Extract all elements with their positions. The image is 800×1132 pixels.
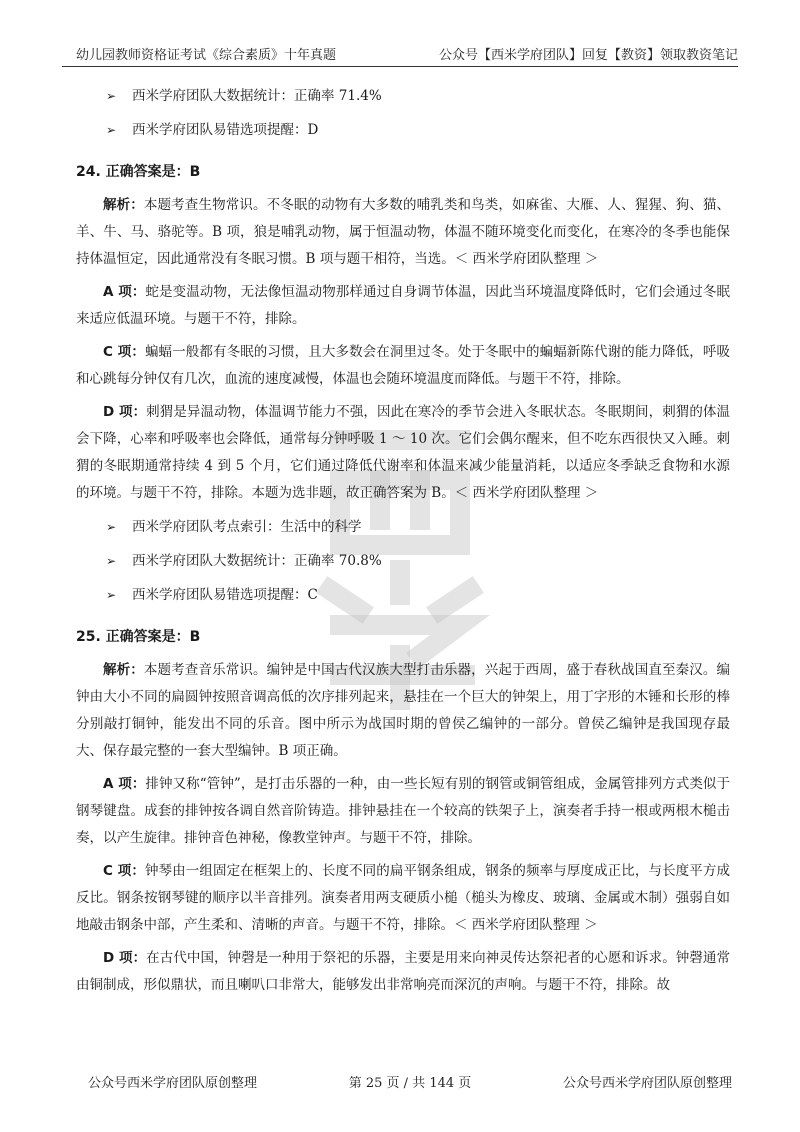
page-content [76,82,730,1005]
q25-option-d: D 项：在古代中国，钟磬是一种用于祭祀的乐器，主要是用来向神灵传达祭祀者的心愿和诉求。钟磬通常由铜制成，形似鼎状，而且喇叭口非常大，能够发出非常响亮而深沉的声响。与题干不符，排除。故 [76,950,731,993]
question-25-heading: 25. 正确答案是：B [76,629,201,645]
q25-option-a: A 项：排钟又称“管钟”，是打击乐器的一种，由一些长短有别的钢管或铜管组成，金属管排列方式类似于钢琴键盘。成套的排钟按各调自然音阶铸造。排钟悬挂在一个较高的铁架子上，演奏者手持一根或两根木槌击奏，以产生旋律。排钟音色神秘，像教堂钟声。与题干不符，排除。 [76,776,730,846]
list-item: ➢ 西米学府团队大数据统计：正确率 70.8% [76,547,730,575]
q24-option-a: A 项：蛇是变温动物，无法像恒温动物那样通过自身调节体温，因此当环境温度降低时，它们会通过冬眠来适应低温环境。与题干不符，排除。 [76,284,730,327]
q24-option-c: C 项：蝙蝠一般都有冬眠的习惯，且大多数会在洞里过冬。处于冬眠中的蝙蝠新陈代谢的能力降低，呼吸和心跳每分钟仅有几次，血流的速度减慢，体温也会随环境温度而降低。与题干不符，排除。 [76,344,731,387]
list-item: ➢ 西米学府团队大数据统计：正确率 71.4% [76,82,730,110]
arrow-icon: ➢ [106,554,117,568]
list-item: ➢ 西米学府团队易错选项提醒：D [76,116,730,144]
arrow-icon: ➢ [106,89,117,103]
q25-option-c: C 项：钟琴由一组固定在框架上的、长度不同的扁平钢条组成，钢条的频率与厚度成正比，与长度平方成反比。钢条按钢琴键的顺序以半音排列。演奏者用两支硬质小槌（槌头为橡皮、玻璃、金属或木制）强弱自如地敲击钢条中部，产生柔和、清晰的声音。与题干不符，排除。＜ 西米学府团队整理 ＞ [76,863,731,933]
list-item: ➢ 西米学府团队考点索引：生活中的科学 [76,513,730,541]
q24-option-d: D 项：刺猬是异温动物，体温调节能力不强，因此在寒冷的季节会进入冬眠状态。冬眠期间，刺猬的体温会下降，心率和呼吸率也会降低，通常每分钟呼吸 1 ～ 10 次。它们会偶尔醒来，但不吃东西很快又入睡。刺猬的冬眠期通常持续 4 到 5 个月，它们通过降低代谢率和体温来减少能量消耗，以适应冬季缺乏食物和水源的环境。与题干不符，排除。本题为选非题，故正确答案为 B。＜ 西米学府团队整理 ＞ [76,404,731,501]
footer-credit-left: 公众号西米学府团队原创整理 [88,1076,258,1091]
page-number: 第 25 页 / 共 144 页 [348,1076,472,1091]
q25-analysis: 解析：本题考查音乐常识。编钟是中国古代汉族大型打击乐器，兴起于西周，盛于春秋战国直至秦汉。编钟由大小不同的扁圆钟按照音调高低的次序排列起来，悬挂在一个巨大的钟架上，用丁字形的木锤和长形的棒分别敲打铜钟，能发出不同的乐音。图中所示为战国时期的曾侯乙编钟的一部分。曾侯乙编钟是我国现存最大、保存最完整的一套大型编钟。B 项正确。 [76,662,731,759]
page-header [62,40,738,67]
question-24-heading: 24. 正确答案是：B [76,164,201,180]
page-footer [62,1072,738,1096]
arrow-icon: ➢ [106,520,117,534]
q24-analysis: 解析：本题考查生物常识。不冬眠的动物有大多数的哺乳类和鸟类，如麻雀、大雁、人、猩猩、狗、猫、羊、牛、马、骆驼等。B 项，狼是哺乳动物，属于恒温动物，体温不随环境变化而变化，在寒冷的冬季也能保持体温恒定，因此通常没有冬眠习惯。B 项与题干相符，当选。＜ 西米学府团队整理 ＞ [76,197,731,267]
header-book-title: 幼儿园教师资格证考试《综合素质》十年真题 [76,48,337,63]
header-promo: 公众号【西米学府团队】回复【教资】领取教资笔记 [438,48,738,63]
footer-credit-right: 公众号西米学府团队原创整理 [562,1076,732,1091]
arrow-icon: ➢ [106,123,117,137]
arrow-icon: ➢ [106,588,117,602]
list-item: ➢ 西米学府团队易错选项提醒：C [76,581,730,609]
